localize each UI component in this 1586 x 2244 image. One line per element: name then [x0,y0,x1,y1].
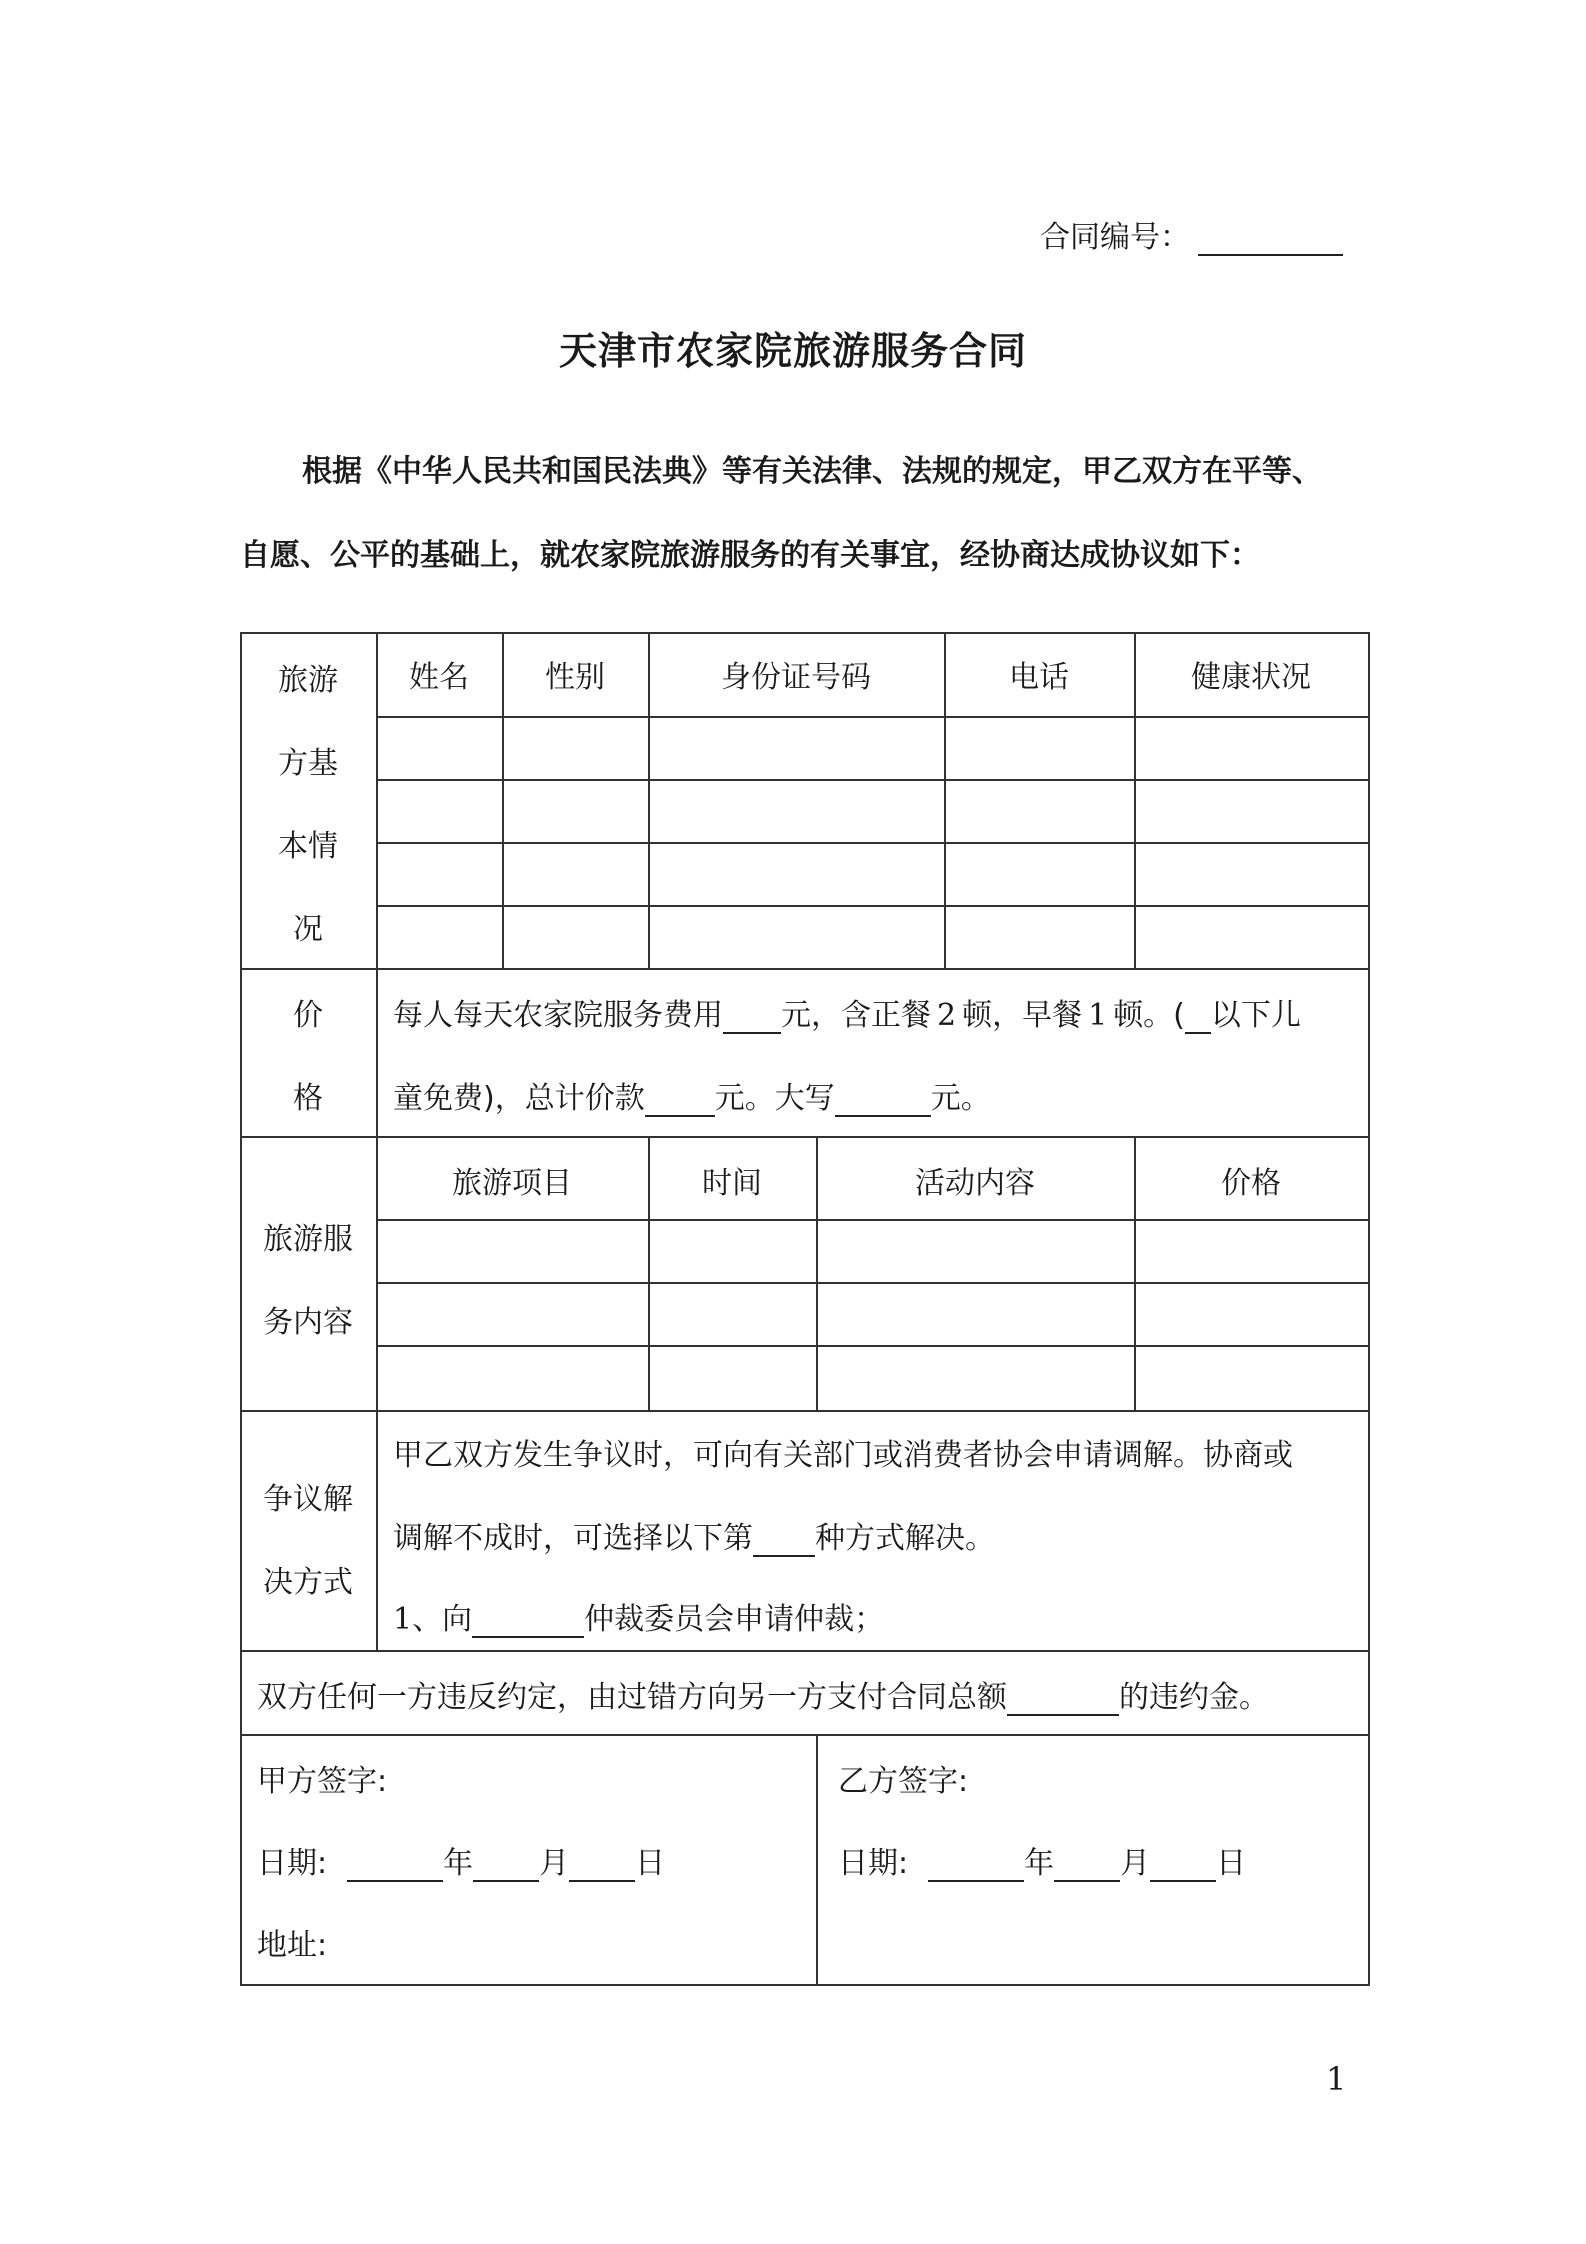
price-label-line-1: 价 [293,998,323,1033]
party-b-day-blank[interactable] [1150,1852,1216,1882]
price-label-line-2: 格 [293,1081,323,1116]
party-a-signature-label: 甲方签字: [257,1764,388,1799]
price-line-2: 童免费)，总计价款 元。大写 元。 [393,1081,991,1116]
dispute-label-line-2: 决方式 [263,1565,353,1600]
column-header-activity: 活动内容 [915,1166,1035,1201]
column-header-name: 姓名 [409,660,469,695]
price-line-1: 每人每天农家院服务费用 元，含正餐 2 顿，早餐 1 顿。( 以下儿 [393,998,1301,1033]
party-a-date: 日期: 年 月 日 [257,1846,666,1881]
total-price-blank[interactable] [645,1087,715,1117]
tourist-label-line-4: 况 [293,912,323,947]
dispute-line-1: 甲乙双方发生争议时，可向有关部门或消费者协会申请调解。协商或 [393,1438,1293,1473]
column-header-gender: 性别 [545,660,605,695]
service-label-line-1: 旅游服 [263,1222,353,1257]
party-a-address-label: 地址: [257,1928,328,1963]
service-label-line-2: 务内容 [263,1305,353,1340]
tourist-label-line-1: 旅游 [278,663,338,698]
contract-number-label: 合同编号： [1040,220,1190,255]
dispute-label-line-1: 争议解 [263,1482,353,1517]
party-a-month-blank[interactable] [473,1852,539,1882]
party-b-month-blank[interactable] [1054,1852,1120,1882]
contract-number-blank[interactable] [1198,224,1343,256]
column-header-price: 价格 [1221,1166,1281,1201]
party-a-year-blank[interactable] [347,1852,443,1882]
party-b-date: 日期: 年 月 日 [838,1846,1247,1881]
arbitration-committee-blank[interactable] [472,1608,584,1638]
party-b-signature-label: 乙方签字: [838,1764,969,1799]
penalty-clause: 双方任何一方违反约定，由过错方向另一方支付合同总额 的违约金。 [257,1680,1269,1715]
column-header-phone: 电话 [1009,660,1069,695]
intro-line-2: 自愿、公平的基础上，就农家院旅游服务的有关事宜，经协商达成协议如下： [240,538,1260,573]
tourist-label-line-2: 方基 [278,746,338,781]
price-per-day-blank[interactable] [723,1004,781,1034]
party-b-year-blank[interactable] [928,1852,1024,1882]
column-header-health: 健康状况 [1191,660,1311,695]
column-header-time: 时间 [702,1166,762,1201]
resolution-method-blank[interactable] [753,1527,815,1557]
dispute-line-2: 调解不成时，可选择以下第 种方式解决。 [393,1521,995,1556]
penalty-amount-blank[interactable] [1007,1686,1119,1716]
contract-number [1040,212,1343,256]
dispute-line-3: 1、向 仲裁委员会申请仲裁； [393,1602,885,1637]
column-header-id-number: 身份证号码 [721,660,871,695]
intro-line-1: 根据《中华人民共和国民法典》等有关法律、法规的规定，甲乙双方在平等、 [302,454,1322,489]
child-age-blank[interactable] [1185,1004,1211,1034]
total-price-words-blank[interactable] [835,1087,931,1117]
page-number: 1 [1326,2060,1347,2098]
tourist-label-line-3: 本情 [278,829,338,864]
party-a-day-blank[interactable] [569,1852,635,1882]
page-title: 天津市农家院旅游服务合同 [558,329,1027,373]
column-header-tour-item: 旅游项目 [452,1166,572,1201]
